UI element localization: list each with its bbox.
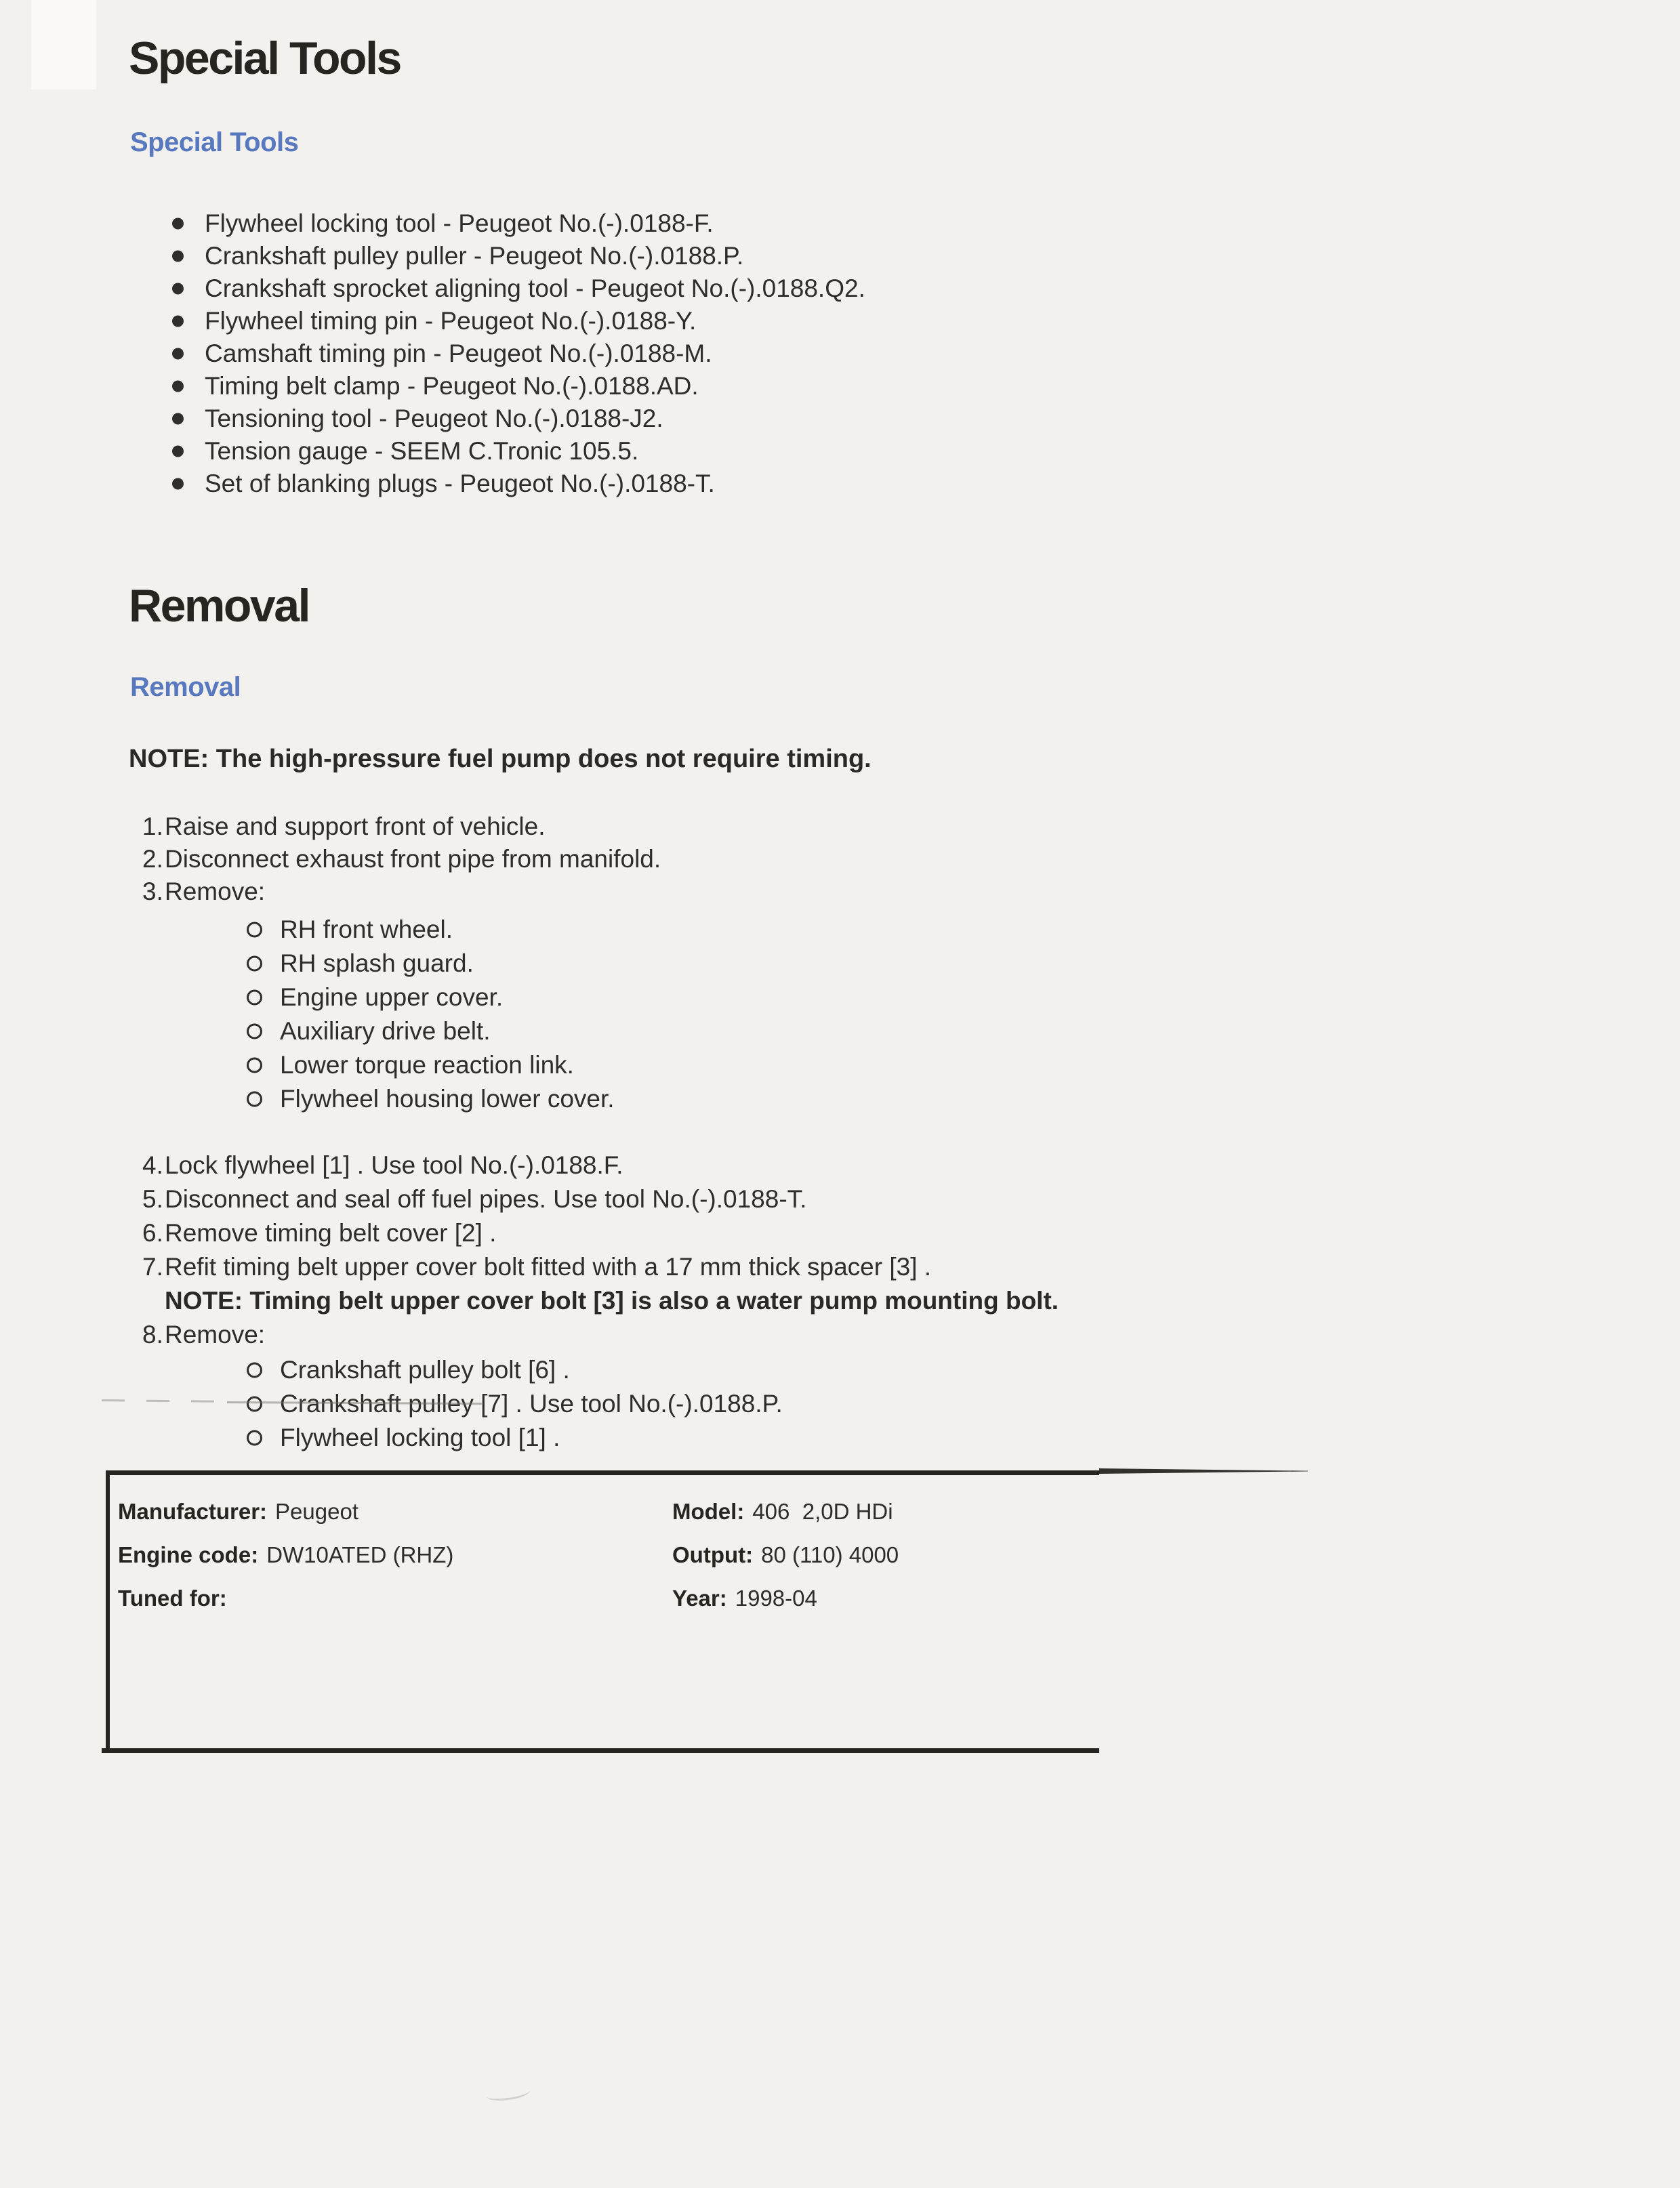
remove-list-item: Crankshaft pulley [7] . Use tool No.(-).0188.P. — [247, 1387, 783, 1421]
spec-box — [118, 1490, 1094, 1620]
section-title-removal: Removal — [129, 580, 309, 632]
spec-value: 80 (110) 4000 — [761, 1542, 899, 1567]
tool-list-item: Set of blanking plugs - Peugeot No.(-).0188-T. — [172, 468, 865, 500]
step-row — [142, 1216, 1059, 1250]
step-text: Remove timing belt cover [2] . — [165, 1219, 497, 1247]
step-text: Disconnect and seal off fuel pipes. Use tool No.(-).0188-T. — [165, 1185, 807, 1213]
tool-list-item: Timing belt clamp - Peugeot No.(-).0188.AD. — [172, 370, 865, 402]
tool-list-item: Tension gauge - SEEM C.Tronic 105.5. — [172, 435, 865, 468]
step-text: Disconnect exhaust front pipe from manifold. — [165, 845, 661, 873]
spec-value: DW10ATED (RHZ) — [266, 1542, 454, 1567]
tool-list-item: Tensioning tool - Peugeot No.(-).0188-J2. — [172, 402, 865, 435]
spec-cell — [672, 1577, 817, 1620]
remove-list-item: RH front wheel. — [247, 913, 615, 947]
remove-list-item: Engine upper cover. — [247, 981, 615, 1014]
section-subtitle-special-tools: Special Tools — [130, 127, 299, 157]
remove-list-item: RH splash guard. — [247, 947, 615, 981]
remove-list-item: Flywheel housing lower cover. — [247, 1082, 615, 1116]
removal-steps-1-3 — [142, 810, 661, 908]
removal-steps-4-8 — [142, 1149, 1059, 1352]
step-row — [142, 1250, 1059, 1284]
remove-list-item: Flywheel locking tool [1] . — [247, 1421, 783, 1455]
step-row — [142, 1182, 1059, 1216]
spec-box-border-left — [106, 1470, 110, 1753]
spec-box-border-top-tail — [1099, 1468, 1308, 1474]
spec-box-row — [118, 1490, 1094, 1533]
spec-value: 406 2,0D HDi — [752, 1499, 893, 1524]
spec-label: Engine code: — [118, 1542, 259, 1567]
scan-light-patch — [31, 0, 96, 89]
spec-cell — [672, 1490, 893, 1533]
step-row — [142, 875, 661, 908]
step-row — [142, 810, 661, 843]
step-number: 1. — [142, 812, 163, 840]
section-title-special-tools: Special Tools — [129, 33, 401, 84]
step-text: Raise and support front of vehicle. — [165, 812, 546, 840]
section-subtitle-removal: Removal — [130, 672, 241, 702]
step-number: 2. — [142, 845, 163, 873]
spec-cell — [672, 1533, 899, 1577]
spec-label: Output: — [672, 1542, 754, 1567]
special-tools-list — [172, 207, 865, 500]
tool-list-item: Flywheel locking tool - Peugeot No.(-).0188-F. — [172, 207, 865, 240]
tool-list-item: Crankshaft pulley puller - Peugeot No.(-).0188.P. — [172, 240, 865, 272]
spec-value: 1998-04 — [735, 1586, 817, 1611]
step-text: Lock flywheel [1] . Use tool No.(-).0188.F. — [165, 1151, 623, 1179]
spec-box-row — [118, 1533, 1094, 1577]
spec-cell — [118, 1533, 672, 1577]
spec-label: Manufacturer: — [118, 1499, 268, 1524]
spec-box-row — [118, 1577, 1094, 1620]
remove-list-item: Lower torque reaction link. — [247, 1048, 615, 1082]
step-number: 8. — [142, 1321, 163, 1348]
spec-box-border-top — [106, 1470, 1099, 1475]
remove-items-list — [247, 913, 615, 1116]
spec-label: Model: — [672, 1499, 745, 1524]
remove-list-item: Auxiliary drive belt. — [247, 1014, 615, 1048]
step-row — [142, 843, 661, 875]
step-text: Remove: — [165, 878, 266, 905]
scan-artifact-scratch — [486, 2084, 531, 2103]
step-row — [142, 1318, 1059, 1352]
spec-value: Peugeot — [275, 1499, 358, 1524]
step-row — [142, 1284, 1059, 1318]
step-number: 7. — [142, 1253, 163, 1281]
tool-list-item: Flywheel timing pin - Peugeot No.(-).0188-Y. — [172, 305, 865, 337]
remove-items-list-2 — [247, 1353, 783, 1455]
step-text: Refit timing belt upper cover bolt fitted with a 17 mm thick spacer [3] . — [165, 1253, 932, 1281]
step-text: Remove: — [165, 1321, 266, 1348]
step-number: 3. — [142, 878, 163, 905]
tool-list-item: Camshaft timing pin - Peugeot No.(-).0188-M. — [172, 337, 865, 370]
note-fuel-pump: NOTE: The high-pressure fuel pump does not require timing. — [129, 745, 872, 773]
spec-cell — [118, 1490, 672, 1533]
spec-label: Year: — [672, 1586, 727, 1611]
step-number: 4. — [142, 1151, 163, 1179]
remove-list-item: Crankshaft pulley bolt [6] . — [247, 1353, 783, 1387]
scan-artifact-dashes — [102, 1399, 230, 1403]
step-text: NOTE: Timing belt upper cover bolt [3] is also a water pump mounting bolt. — [165, 1287, 1059, 1315]
spec-label: Tuned for: — [118, 1586, 227, 1611]
step-number — [142, 1284, 165, 1318]
step-number: 6. — [142, 1219, 163, 1247]
spec-box-border-bottom — [102, 1748, 1099, 1753]
step-number: 5. — [142, 1185, 163, 1213]
tool-list-item: Crankshaft sprocket aligning tool - Peugeot No.(-).0188.Q2. — [172, 272, 865, 305]
spec-cell — [118, 1577, 672, 1620]
step-row — [142, 1149, 1059, 1182]
